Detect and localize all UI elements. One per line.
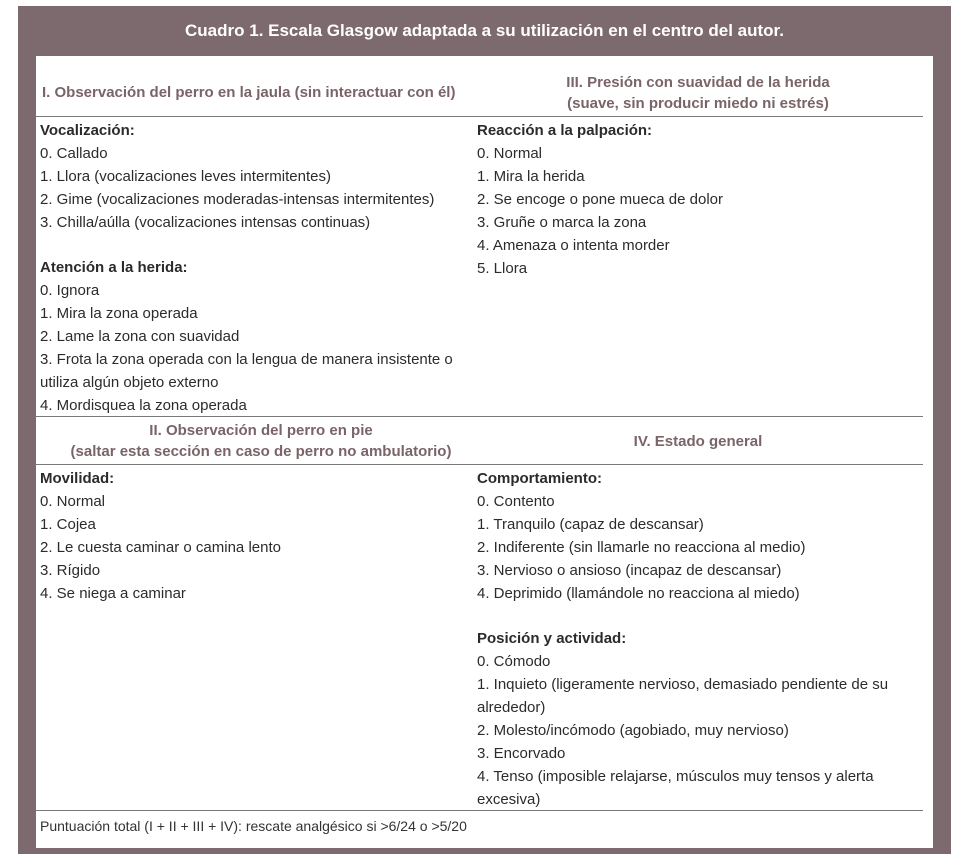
list-item: 4. Amenaza o intenta morder [477,237,670,254]
section-2-content [40,467,470,627]
list-item: 4. Se niega a caminar [40,585,186,602]
group-title: Vocalización: [40,122,135,139]
table-body [36,56,933,848]
section-4-content [477,467,917,833]
group-movilidad [40,467,470,605]
list-item: 0. Contento [477,493,555,510]
divider-top [36,116,923,117]
group-comportamiento [477,467,917,605]
list-item: 0. Normal [477,145,543,162]
list-item: 2. Lame la zona con suavidad [40,328,240,345]
list-item: 1. Tranquilo (capaz de descansar) [477,516,704,533]
list-item: 4. Tenso (imposible relajarse, músculos muy tensos y alerta excesiva) [477,768,874,808]
list-item: 4. Deprimido (llamándole no reacciona al miedo) [477,585,800,602]
section-3-content [477,119,917,302]
list-item: 1. Mira la zona operada [40,305,198,322]
group-title: Movilidad: [40,470,115,487]
table-frame [18,6,951,854]
group-title: Reacción a la palpación: [477,122,653,139]
divider-lower [36,464,923,465]
group-posicion-actividad [477,627,917,811]
section-1-heading: I. Observación del perro en la jaula (sin interactuar con él) [42,84,456,101]
list-item: 4. Mordisquea la zona operada [40,397,247,414]
table-title: Cuadro 1. Escala Glasgow adaptada a su utilización en el centro del autor. [185,21,784,40]
group-reaccion-palpacion [477,119,917,280]
divider-bottom [36,810,923,811]
list-item: 2. Le cuesta caminar o camina lento [40,539,281,556]
total-score-note: Puntuación total (I + II + III + IV): rescate analgésico si >6/24 o >5/20 [40,818,467,834]
list-item: 3. Frota la zona operada con la lengua de manera insistente o utiliza algún objeto externo [40,351,453,391]
list-item: 0. Cómodo [477,653,551,670]
list-item: 0. Callado [40,145,108,162]
list-item: 1. Mira la herida [477,168,585,185]
list-item: 1. Cojea [40,516,96,533]
list-item: 0. Ignora [40,282,100,299]
list-item: 2. Indiferente (sin llamarle no reacciona al medio) [477,539,806,556]
list-item: 3. Nervioso o ansioso (incapaz de descansar) [477,562,782,579]
list-item: 2. Molesto/incómodo (agobiado, muy nervioso) [477,722,789,739]
list-item: 1. Inquieto (ligeramente nervioso, demasiado pendiente de su alrededor) [477,676,889,716]
section-2-heading: II. Observación del perro en pie (saltar esta sección en caso de perro no ambulatorio) [70,422,452,460]
list-item: 3. Gruñe o marca la zona [477,214,647,231]
list-item: 5. Llora [477,260,528,277]
list-item: 1. Llora (vocalizaciones leves intermitentes) [40,168,331,185]
section-4-heading: IV. Estado general [633,433,763,450]
section-3-heading: III. Presión con suavidad de la herida (suave, sin producir miedo ni estrés) [566,74,830,112]
group-vocalizacion [40,119,470,234]
group-title: Comportamiento: [477,470,602,487]
list-item: 2. Se encoge o pone mueca de dolor [477,191,724,208]
list-item: 2. Gime (vocalizaciones moderadas-intensas intermitentes) [40,191,435,208]
list-item: 0. Normal [40,493,106,510]
group-atencion-herida [40,256,470,417]
list-item: 3. Chilla/aúlla (vocalizaciones intensas continuas) [40,214,371,231]
group-title: Posición y actividad: [477,630,627,647]
divider-middle [36,416,923,417]
list-item: 3. Encorvado [477,745,566,762]
group-title: Atención a la herida: [40,259,188,276]
section-1-content [40,119,470,439]
list-item: 3. Rígido [40,562,101,579]
